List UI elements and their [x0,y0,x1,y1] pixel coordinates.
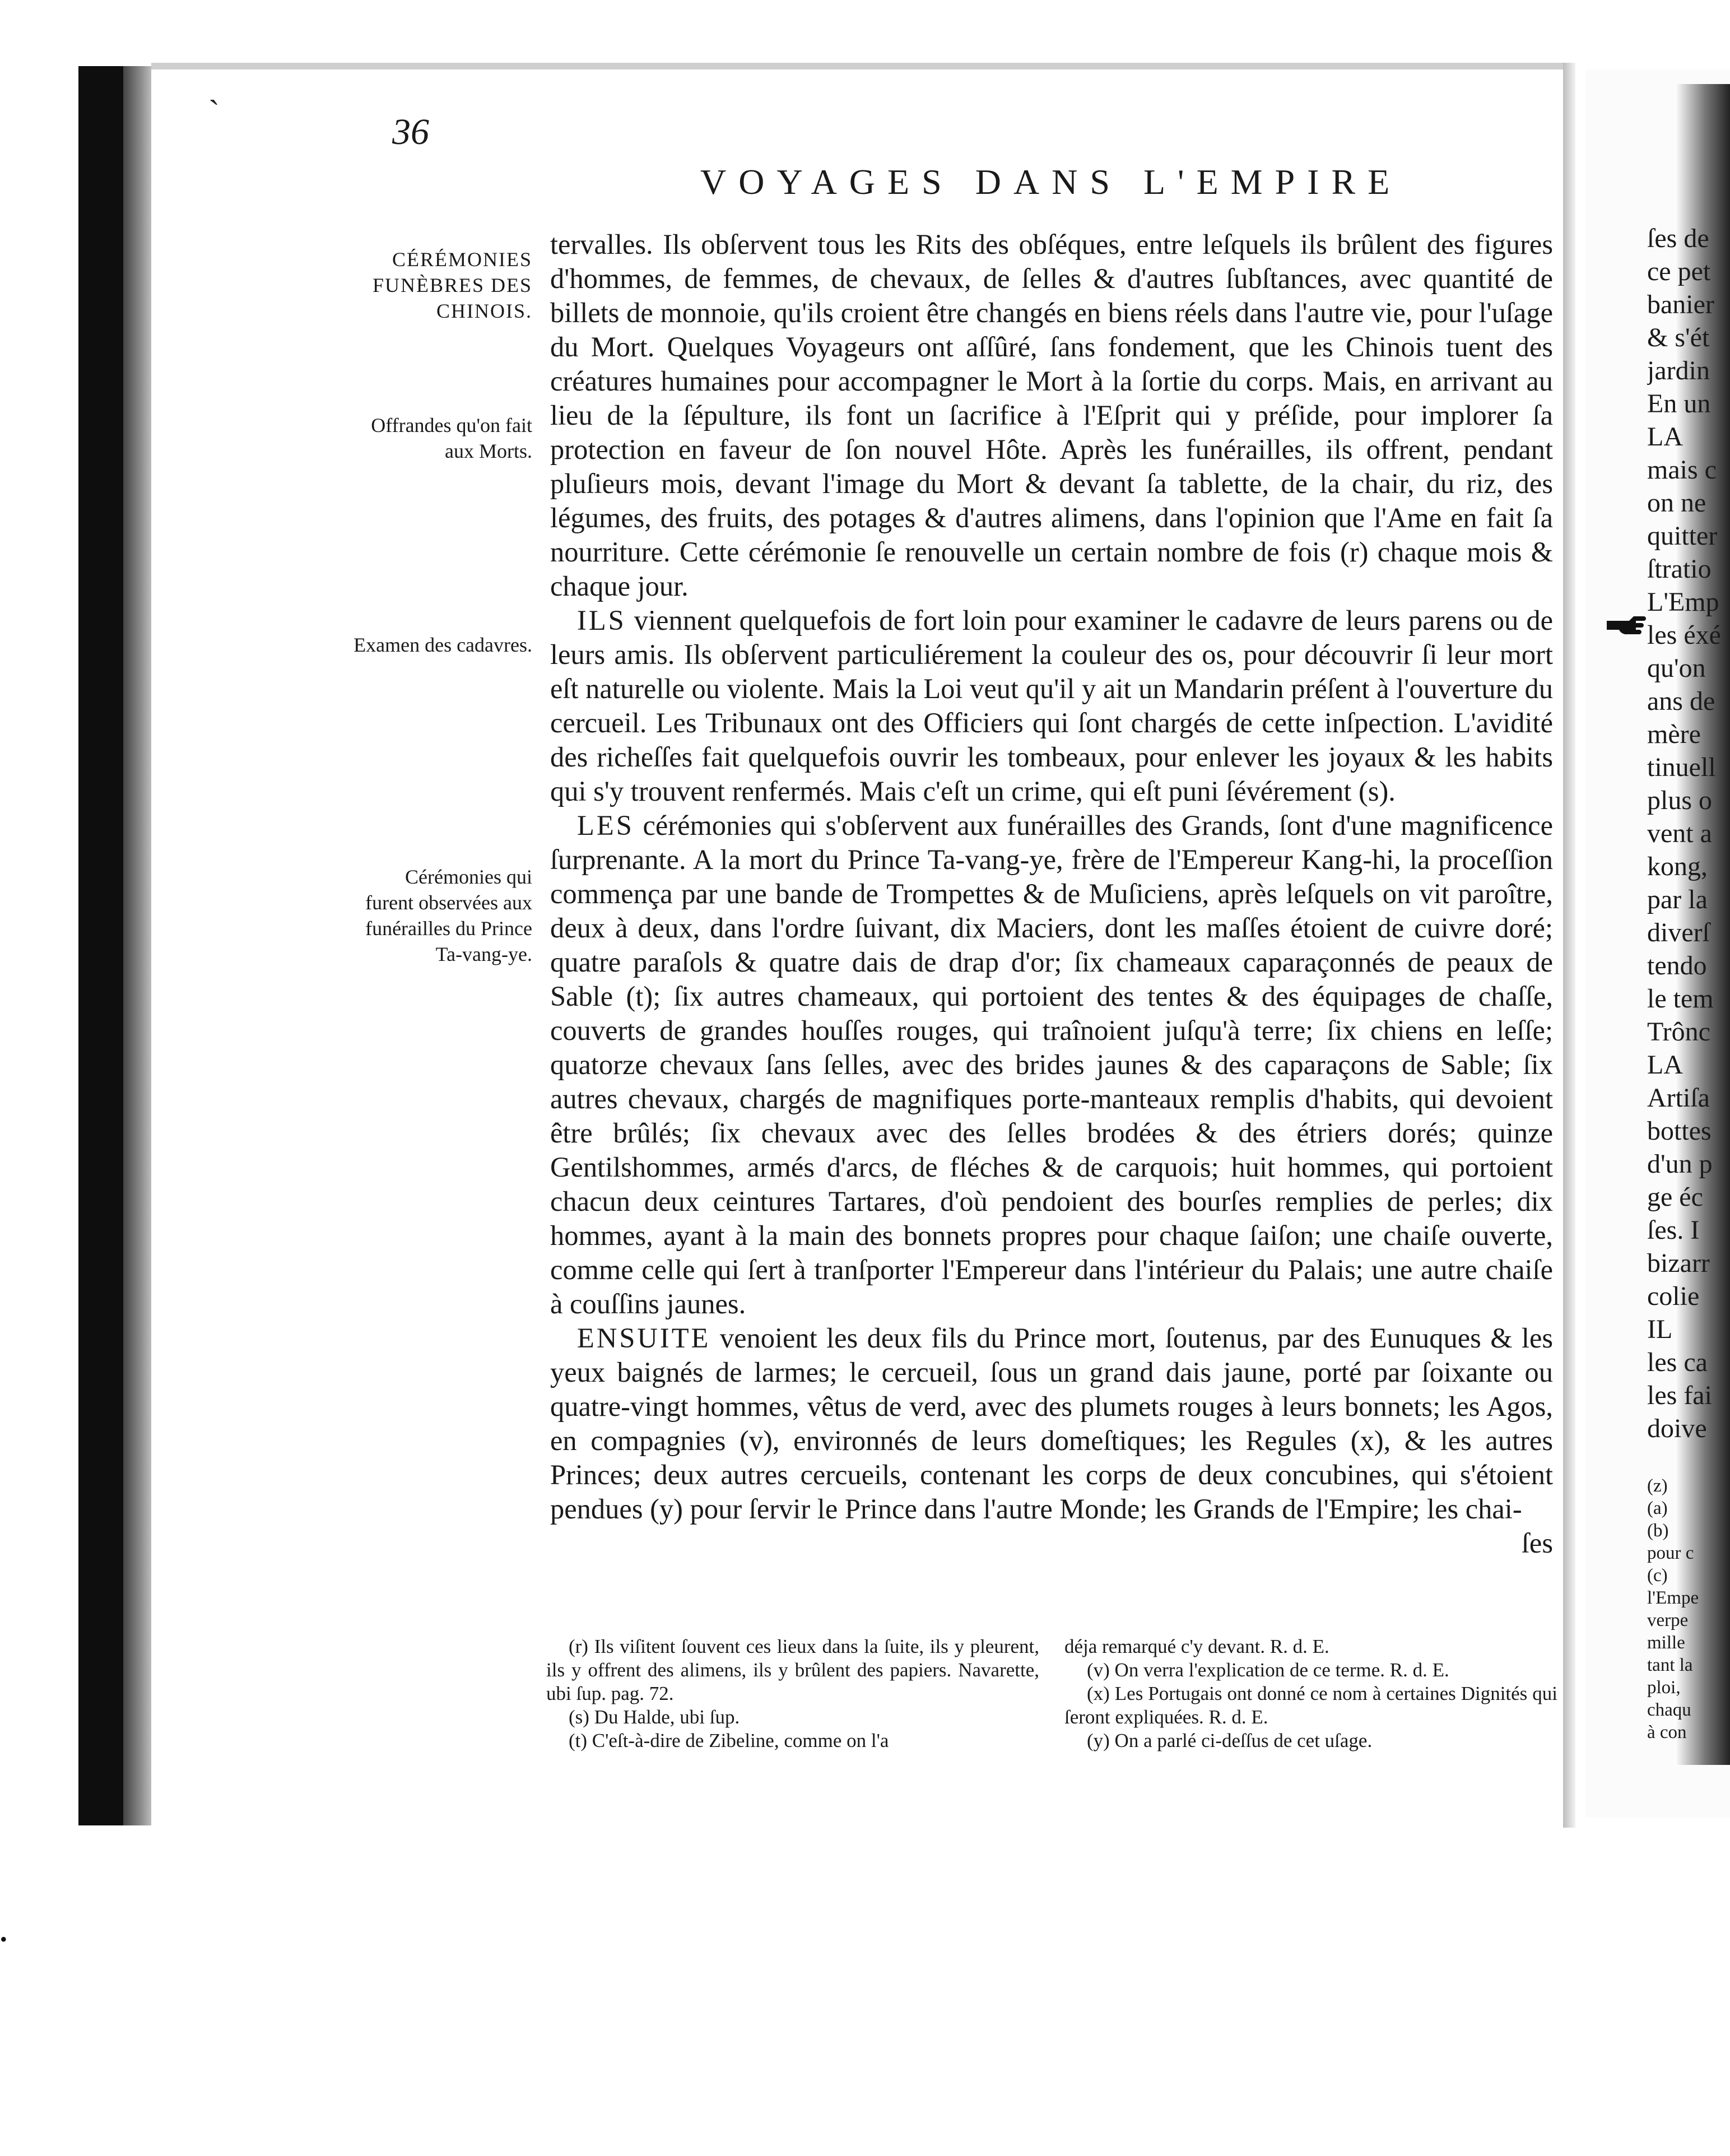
next-page-line: L'Emp [1647,587,1719,617]
next-page-line: Artiſa [1647,1083,1710,1113]
next-page-line: quitter [1647,521,1718,551]
footnote-r: (r) Ils viſitent ſouvent ces lieux dans la ſuite, ils y pleurent, ils y offrent des alimens, ils y brûlent des papiers. Navarette, ubi ſup. pag. 72. [546,1635,1039,1704]
corner-mark: ` [208,94,220,131]
next-page-line: kong, [1647,852,1708,881]
next-page-line: les éxé [1647,620,1721,650]
next-page-line: plus o [1647,786,1713,815]
next-page-line: ge éc [1647,1182,1703,1212]
next-page-note-line: mille [1647,1633,1685,1653]
next-page-line: En un [1647,389,1711,419]
footnotes-left [546,1635,1039,1753]
next-page-line: colie [1647,1281,1700,1311]
next-page-note-line: tant la [1647,1655,1693,1675]
scan-artifact-dot: • [0,1928,7,1950]
next-page-line: vent a [1647,819,1712,848]
next-page-line: Trônc [1647,1017,1710,1047]
next-page-note-line: chaqu [1647,1700,1691,1720]
next-page-note-line: verpe [1647,1610,1689,1630]
next-page-notes [1647,1475,1730,1744]
next-page-note-line: à con [1647,1722,1687,1743]
next-page-lines [1647,222,1730,1445]
next-page-line: bizarr [1647,1248,1710,1278]
next-page-note-line: (b) [1647,1521,1669,1541]
body-text [550,227,1553,1560]
next-page-line: les ca [1647,1347,1708,1377]
running-head: VOYAGES DANS L'EMPIRE [700,162,1402,202]
paragraph-4-opener: ENSUITE [577,1322,711,1354]
next-page-line: par la [1647,885,1708,914]
next-page-line: mère [1647,719,1701,749]
next-page-line: diverſ [1647,918,1710,947]
footnote-v: (v) On verra l'explication de ce terme. R. d. E. [1087,1659,1449,1681]
page-edge-top [151,63,1563,69]
paragraph-2-opener: ILS [577,605,626,636]
paragraph-2-text: viennent quelquefois de fort loin pour examiner le cadavre de leurs parens ou de leurs amis. Ils obſervent particuliérement la couleur des os, pour découvrir ſi leur mort eſt naturelle ou violente. Mais la Loi veut qu'il y ait un Mandarin préſent à l'ouverture du cercueil. Les Tribunaux ont des Officiers qui ſont chargés de cette inſpection. L'avidité des richeſſes fait quelquefois ouvrir les tombeaux, pour enlever les joyaux & les habits qui s'y trouvent renfermés. Mais c'eſt un crime, qui eſt puni ſévérement (s). [550,605,1553,807]
next-page-line: on ne [1647,488,1706,518]
footnote-s: (s) Du Halde, ubi ſup. [569,1706,740,1728]
footnote-y: (y) On a parlé ci-deſſus de cet uſage. [1087,1730,1373,1751]
margin-note-ceremonies: CÉRÉMONIES FUNÈBRES DES CHINOIS. [372,248,532,322]
next-page-line: mais c [1647,455,1717,485]
next-page-note-line: ploi, [1647,1678,1681,1698]
paragraph-3-opener: LES [577,810,634,841]
page-edge-right [1563,63,1575,1828]
footnote-t: (t) C'eſt-à-dire de Zibeline, comme on l'a [569,1730,889,1751]
next-page-line: IL [1647,1314,1673,1344]
next-page-note-line: pour c [1647,1543,1694,1563]
margin-note-examination: Examen des cadavres. [354,634,532,656]
footnote-t-continued: déja remarqué c'y devant. R. d. E. [1064,1635,1329,1657]
next-page-line: ce pet [1647,257,1711,286]
paragraph-4-text: venoient les deux fils du Prince mort, ſoutenus, par des Eunuques & les yeux baignés de larmes; le cercueil, ſous un grand dais jaune, porté par ſoixante ou quatre-vingt hommes, vêtus de verd, avec des plumets rouges à leurs bonnets; les Agos, en compagnies (v), environnés de leurs domeſtiques; les Regules (x), & les autres Princes; deux autres cercueils, contenant les corps de deux concubines, qui s'étoient pendues (y) pour ſervir le Prince dans l'autre Monde; les Grands de l'Empire; les chai- [550,1322,1554,1525]
next-page-note-line: (c) [1647,1565,1668,1586]
next-page-line: ans de [1647,686,1715,716]
next-page-line: jardin [1647,356,1710,385]
next-page-line: & s'ét [1647,323,1710,352]
paragraph-4 [550,1321,1553,1526]
next-page-line: le tem [1647,984,1714,1014]
next-page-line: LA [1647,422,1683,452]
footnotes-right [1064,1635,1557,1753]
footnote-x: (x) Les Portugais ont donné ce nom à certaines Dignités qui ſeront expliquées. R. d. E. [1064,1683,1557,1728]
next-page-line: ſes. I [1647,1215,1700,1245]
page-number: 36 [392,111,429,152]
next-page-line: doive [1647,1414,1707,1443]
next-page-line: bottes [1647,1116,1712,1146]
next-page-line: d'un p [1647,1149,1713,1179]
next-page-line: les fai [1647,1381,1712,1410]
next-page-note-line: (z) [1647,1476,1668,1496]
margin-note-funeral-prince: Cérémonies qui furent observées aux funérailles du Prince Ta-vang-ye. [365,866,532,965]
catchword: ſes [1521,1527,1553,1559]
next-page-line: LA [1647,1050,1683,1080]
next-page-line: qu'on [1647,653,1706,683]
paragraph-1: tervalles. Ils obſervent tous les Rits des obſéques, entre leſquels ils brûlent des figures d'hommes, de femmes, de chevaux, de ſelles & d'autres ſubſtances, avec quantité de billets de monnoie, qu'ils croient être changés en biens réels dans l'autre vie, pour l'uſage du Mort. Quelques Voyageurs ont aſſûré, ſans fondement, que les Chinois tuent des créatures humaines pour accompagner le Mort à la ſortie du corps. Mais, en arrivant au lieu de la ſépulture, ils font un ſacrifice à l'Eſprit qui y préſide, pour implorer ſa protection en faveur de ſon nouvel Hôte. Après les funérailles, ils offrent, pendant pluſieurs mois, devant l'image du Mort & devant ſa tablette, de la chair, du riz, des légumes, des fruits, des potages & d'autres alimens, dans l'opinion que l'Ame en fait ſa nourriture. Cette cérémonie ſe renouvelle un certain nombre de fois (r) chaque mois & chaque jour. [550,229,1553,602]
paragraph-3 [550,808,1553,1321]
paragraph-3-text: cérémonies qui s'obſervent aux funérailles des Grands, ſont d'une magnificence ſurprenante. A la mort du Prince Ta-vang-ye, frère de l'Empereur Kang-hi, la proceſſion commença par une bande de Trompettes & de Muſiciens, après leſquels on vit paroître, deux à deux, dans l'ordre ſuivant, dix Maciers, dont les maſſes étoient de cuivre doré; quatre paraſols & quatre dais de drap d'or; ſix chameaux caparaçonnés de peaux de Sable (t); ſix autres chameaux, qui portoient des tentes & des équipages de chaſſe, couverts de grandes houſſes rouges, qui traînoient juſqu'à terre; ſix chiens en leſſe; quatorze chevaux ſans ſelles, avec des brides jaunes & des caparaçons de Sable; ſix autres chevaux, chargés de magnifiques porte-manteaux remplis d'habits, qui devoient être brûlés; ſix chevaux avec des ſelles brodées & des étriers dorés; quinze Gentilshommes, armés d'arcs, de fléches & de carquois; huit hommes, qui portoient chacun deux ceintures Tartares, d'où pendoient des bourſes remplies de perles; dix hommes, ayant à la main des bonnets propres pour chaque ſaiſon; une chaiſe ouverte, comme celle qui ſert à tranſporter l'Empereur dans l'intérieur du Palais; une autre chaiſe à couſſins jaunes. [550,810,1554,1319]
book-spine [78,66,123,1825]
paragraph-2 [550,603,1553,808]
pointing-hand-icon [1605,613,1647,638]
next-page-line: ſtratio [1647,554,1712,584]
next-page-line: tinuell [1647,752,1716,782]
next-page-note-line: l'Empe [1647,1588,1699,1608]
next-page-line: ſes de [1647,224,1709,253]
book-gutter [123,66,151,1825]
margin-note-offerings: Offrandes qu'on fait aux Morts. [371,414,532,462]
next-page-note-line: (a) [1647,1498,1668,1518]
next-page-line: tendo [1647,951,1707,981]
next-page-line: banier [1647,290,1714,319]
